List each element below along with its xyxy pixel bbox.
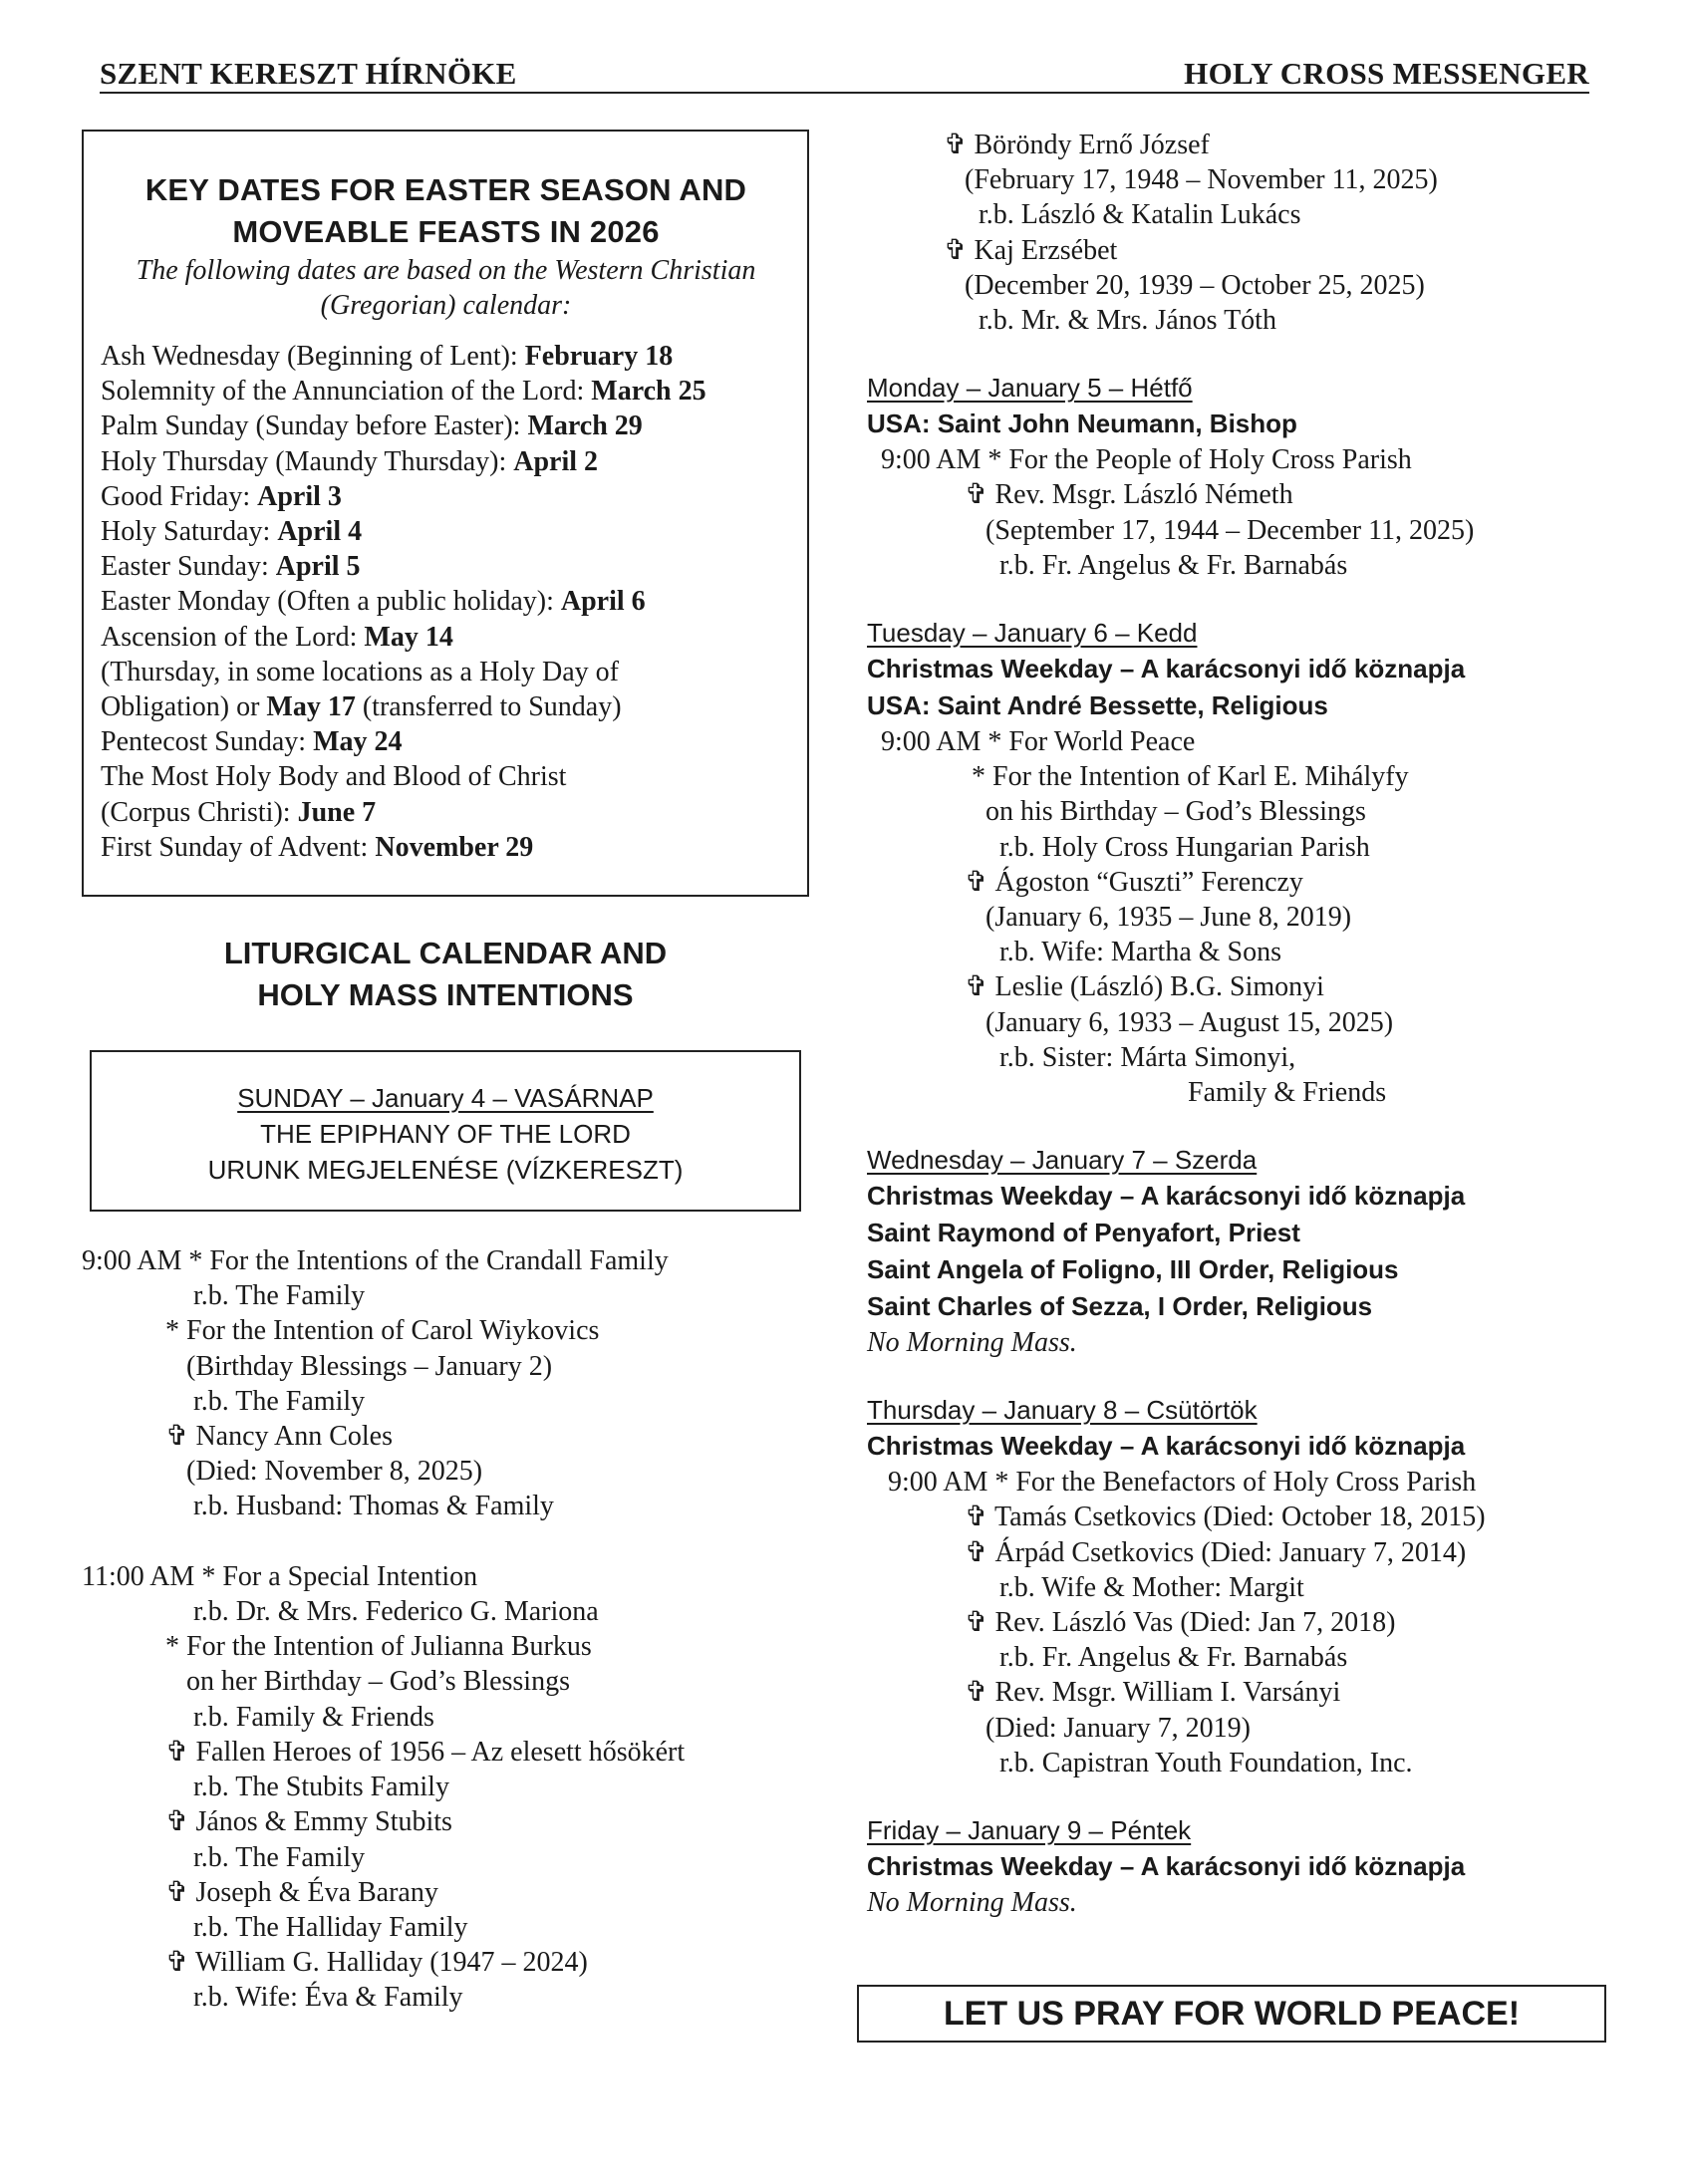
feast-line: Saint Angela of Foligno, III Order, Religious: [867, 1254, 1399, 1285]
intention-line: r.b. The Halliday Family: [82, 1911, 468, 1943]
friday-title: Friday – January 9 – Péntek: [867, 1815, 1192, 1846]
sunday-feast-1: THE EPIPHANY OF THE LORD: [260, 1119, 631, 1150]
key-date-item: Ash Wednesday (Beginning of Lent): February 18: [101, 341, 674, 372]
intention-line: [82, 1524, 809, 1559]
intention-line: r.b. Sister: Márta Simonyi,: [867, 1041, 1296, 1073]
key-dates-subtitle-2: (Gregorian) calendar:: [320, 290, 572, 321]
intention-line: ✞ Fallen Heroes of 1956 – Az elesett hősökért: [82, 1736, 686, 1768]
intention-line: r.b. Husband: Thomas & Family: [82, 1491, 554, 1522]
key-dates-title-1: KEY DATES FOR EASTER SEASON AND: [144, 172, 747, 207]
intention-line: r.b. Wife & Mother: Margit: [867, 1571, 1304, 1603]
key-date-item: (Corpus Christi): June 7: [101, 796, 377, 828]
feast-line: Christmas Weekday – A karácsonyi idő köznapja: [867, 654, 1466, 684]
monday-title: Monday – January 5 – Hétfő: [867, 373, 1193, 404]
friday-feasts: [867, 1848, 1624, 1885]
intention-line: ✞ Nancy Ann Coles: [82, 1421, 393, 1453]
intention-line: r.b. The Family: [82, 1385, 366, 1417]
intention-line: Family & Friends: [867, 1077, 1387, 1109]
intention-line: r.b. Holy Cross Hungarian Parish: [867, 831, 1370, 863]
wednesday-section: [867, 1142, 1624, 1360]
intention-line: ✞ Rev. Msgr. William I. Varsányi: [867, 1677, 1341, 1709]
intention-line: ✞ János & Emmy Stubits: [82, 1806, 452, 1838]
intention-line: r.b. Dr. & Mrs. Federico G. Mariona: [82, 1596, 599, 1628]
tuesday-section: [867, 615, 1624, 1110]
intention-line: r.b. Mr. & Mrs. János Tóth: [867, 305, 1276, 337]
intention-line: (January 6, 1933 – August 15, 2025): [867, 1006, 1394, 1038]
monday-intentions: [867, 442, 1624, 583]
key-dates-box: [82, 130, 809, 897]
key-date-item: Easter Monday (Often a public holiday): April 6: [101, 586, 646, 618]
wednesday-title: Wednesday – January 7 – Szerda: [867, 1145, 1258, 1176]
intention-line: ✞ William G. Halliday (1947 – 2024): [82, 1947, 588, 1979]
intention-line: (January 6, 1935 – June 8, 2019): [867, 902, 1352, 934]
intention-line: (Died: January 7, 2019): [867, 1712, 1251, 1744]
intention-line: ✞ Árpád Csetkovics (Died: January 7, 2014): [867, 1536, 1467, 1568]
header-right-title: HOLY CROSS MESSENGER: [1184, 56, 1589, 91]
intention-line: r.b. The Family: [82, 1841, 366, 1873]
intention-line: r.b. Family & Friends: [82, 1701, 434, 1733]
feast-line: Christmas Weekday – A karácsonyi idő köznapja: [867, 1181, 1466, 1212]
intention-line: ✞ Tamás Csetkovics (Died: October 18, 2015): [867, 1502, 1486, 1533]
feast-line: Saint Raymond of Penyafort, Priest: [867, 1218, 1300, 1248]
intention-line: (September 17, 1944 – December 11, 2025): [867, 514, 1475, 546]
liturgical-heading: [82, 933, 809, 1016]
feast-line: Saint Charles of Sezza, I Order, Religious: [867, 1291, 1373, 1322]
thursday-title: Thursday – January 8 – Csütörtök: [867, 1395, 1258, 1426]
thursday-section: [867, 1392, 1624, 1780]
feast-line: USA: Saint John Neumann, Bishop: [867, 409, 1297, 439]
liturgical-heading-1: LITURGICAL CALENDAR AND: [223, 936, 668, 971]
intention-line: (December 20, 1939 – October 25, 2025): [867, 269, 1425, 301]
tuesday-feasts: [867, 651, 1624, 724]
tuesday-intentions: [867, 724, 1624, 1110]
key-date-item: Obligation) or May 17 (transferred to Sunday): [101, 691, 622, 723]
intention-line: r.b. László & Katalin Lukács: [867, 199, 1301, 231]
sunday-feast-2: URUNK MEGJELENÉSE (VÍZKERESZT): [207, 1155, 684, 1186]
intention-line: ✞ Kaj Erzsébet: [867, 234, 1118, 266]
intention-line: r.b. The Family: [82, 1280, 366, 1312]
key-date-item: Ascension of the Lord: May 14: [101, 621, 453, 653]
intention-line: r.b. Wife: Martha & Sons: [867, 937, 1281, 968]
key-dates-subtitle-1: The following dates are based on the Western Christian: [136, 255, 756, 286]
intention-line: ✞ Rev. Msgr. László Németh: [867, 479, 1293, 511]
intention-line: r.b. The Stubits Family: [82, 1772, 449, 1803]
intention-line: ✞ Leslie (László) B.G. Simonyi: [867, 971, 1324, 1003]
key-date-item: Good Friday: April 3: [101, 480, 342, 512]
intention-line: 9:00 AM * For the Benefactors of Holy Cross Parish: [867, 1467, 1477, 1499]
header-left-title: SZENT KERESZT HÍRNÖKE: [100, 56, 517, 91]
key-date-item: Holy Saturday: April 4: [101, 516, 363, 548]
intention-line: 11:00 AM * For a Special Intention: [82, 1560, 478, 1592]
intention-line: r.b. Capistran Youth Foundation, Inc.: [867, 1747, 1413, 1778]
world-peace-banner: LET US PRAY FOR WORLD PEACE!: [857, 1985, 1606, 2043]
liturgical-heading-2: HOLY MASS INTENTIONS: [257, 977, 634, 1013]
key-date-item: Solemnity of the Annunciation of the Lord: March 25: [101, 376, 706, 408]
intention-line: r.b. Wife: Éva & Family: [82, 1982, 463, 2014]
key-date-item: Pentecost Sunday: May 24: [101, 726, 403, 758]
sunday-title: SUNDAY – January 4 – VASÁRNAP: [237, 1083, 654, 1114]
key-date-item: The Most Holy Body and Blood of Christ: [101, 761, 567, 793]
intention-line: (February 17, 1948 – November 11, 2025): [867, 164, 1438, 196]
intention-line: (Died: November 8, 2025): [82, 1456, 483, 1488]
key-date-item: Holy Thursday (Maundy Thursday): April 2: [101, 445, 599, 477]
continued-intentions: [867, 128, 1624, 338]
intention-line: on her Birthday – God’s Blessings: [82, 1666, 570, 1698]
left-column: [82, 130, 809, 2016]
intention-line: 9:00 AM * For the Intentions of the Crandall Family: [82, 1245, 669, 1277]
key-date-item: Easter Sunday: April 5: [101, 551, 361, 583]
intention-line: ✞ Ágoston “Guszti” Ferenczy: [867, 866, 1303, 898]
intention-line: r.b. Fr. Angelus & Fr. Barnabás: [867, 549, 1348, 581]
key-dates-title-2: MOVEABLE FEASTS IN 2026: [232, 214, 660, 249]
intention-line: * For the Intention of Carol Wiykovics: [82, 1315, 600, 1347]
feast-line: Christmas Weekday – A karácsonyi idő köznapja: [867, 1851, 1466, 1882]
header-rule: [100, 92, 1589, 94]
right-column: [867, 128, 1624, 1920]
intention-line: * For the Intention of Julianna Burkus: [82, 1631, 592, 1663]
intention-line: 9:00 AM * For the People of Holy Cross Parish: [867, 444, 1412, 476]
sunday-intentions: [82, 1243, 809, 2015]
feast-line: Christmas Weekday – A karácsonyi idő köznapja: [867, 1431, 1466, 1462]
friday-section: [867, 1812, 1624, 1920]
thursday-intentions: [867, 1465, 1624, 1780]
intention-line: (Birthday Blessings – January 2): [82, 1350, 553, 1382]
intention-line: r.b. Fr. Angelus & Fr. Barnabás: [867, 1642, 1348, 1674]
wednesday-feasts: [867, 1178, 1624, 1325]
intention-line: * For the Intention of Karl E. Mihályfy: [867, 761, 1409, 793]
tuesday-title: Tuesday – January 6 – Kedd: [867, 618, 1198, 649]
key-date-item: Palm Sunday (Sunday before Easter): March 29: [101, 410, 643, 442]
key-date-item: (Thursday, in some locations as a Holy Day of: [101, 656, 619, 687]
intention-line: ✞ Joseph & Éva Barany: [82, 1876, 438, 1908]
intention-line: ✞ Rev. László Vas (Died: Jan 7, 2018): [867, 1607, 1396, 1639]
monday-feasts: [867, 406, 1624, 442]
key-date-item: First Sunday of Advent: November 29: [101, 831, 534, 863]
friday-note: No Morning Mass.: [867, 1887, 1077, 1919]
intention-line: on his Birthday – God’s Blessings: [867, 796, 1366, 828]
intention-line: 9:00 AM * For World Peace: [867, 726, 1196, 758]
thursday-feasts: [867, 1428, 1624, 1465]
sunday-box: [90, 1050, 801, 1212]
monday-section: [867, 370, 1624, 583]
wednesday-note: No Morning Mass.: [867, 1327, 1077, 1359]
feast-line: USA: Saint André Bessette, Religious: [867, 690, 1328, 721]
intention-line: ✞ Böröndy Ernő József: [867, 130, 1210, 160]
key-dates-list: [101, 339, 791, 865]
